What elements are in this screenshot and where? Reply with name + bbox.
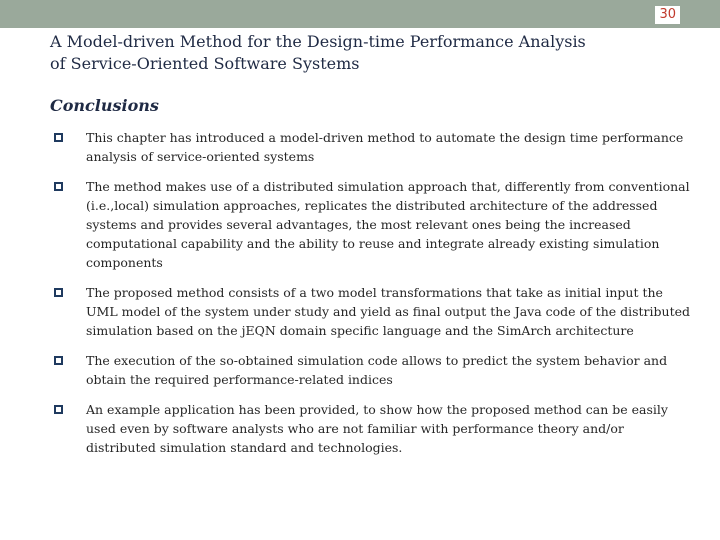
bullet-text: The method makes use of a distributed simulation approach that, differently from conventional (i.e.,local) simulation approaches, replicates the distributed architecture of the addressed systems and provides several advantages, the most relevant ones being the increased computational capability and the ability to reuse and integrate already existing simulation components	[86, 179, 690, 270]
checkbox-bullet-icon	[54, 405, 63, 414]
bullet-item	[50, 400, 690, 457]
bullet-list	[50, 128, 690, 457]
checkbox-bullet-icon	[54, 356, 63, 365]
bullet-item	[50, 128, 690, 166]
bullet-text: The proposed method consists of a two model transformations that take as initial input the UML model of the system under study and yield as final output the Java code of the distributed simulation based on the jEQN domain specific language and the SimArch architecture	[86, 285, 690, 338]
bullet-item	[50, 177, 690, 272]
slide-title	[50, 31, 690, 75]
slide-title-line-2: of Service-Oriented Software Systems	[50, 54, 360, 73]
bullet-text: This chapter has introduced a model-driven method to automate the design time performance analysis of service-oriented systems	[86, 130, 684, 164]
bullet-item	[50, 283, 690, 340]
checkbox-bullet-icon	[54, 182, 63, 191]
bullet-text: The execution of the so-obtained simulation code allows to predict the system behavior and obtain the required performance-related indices	[86, 353, 668, 387]
header-band	[0, 0, 720, 28]
section-heading: Conclusions	[50, 96, 159, 115]
page-number: 30	[655, 6, 680, 24]
checkbox-bullet-icon	[54, 133, 63, 142]
slide-title-line-1: A Model-driven Method for the Design-time Performance Analysis	[50, 32, 586, 51]
checkbox-bullet-icon	[54, 288, 63, 297]
bullet-text: An example application has been provided, to show how the proposed method can be easily used even by software analysts who are not familiar with performance theory and/or distributed simulation standard and technologies.	[86, 402, 668, 455]
bullet-item	[50, 351, 690, 389]
